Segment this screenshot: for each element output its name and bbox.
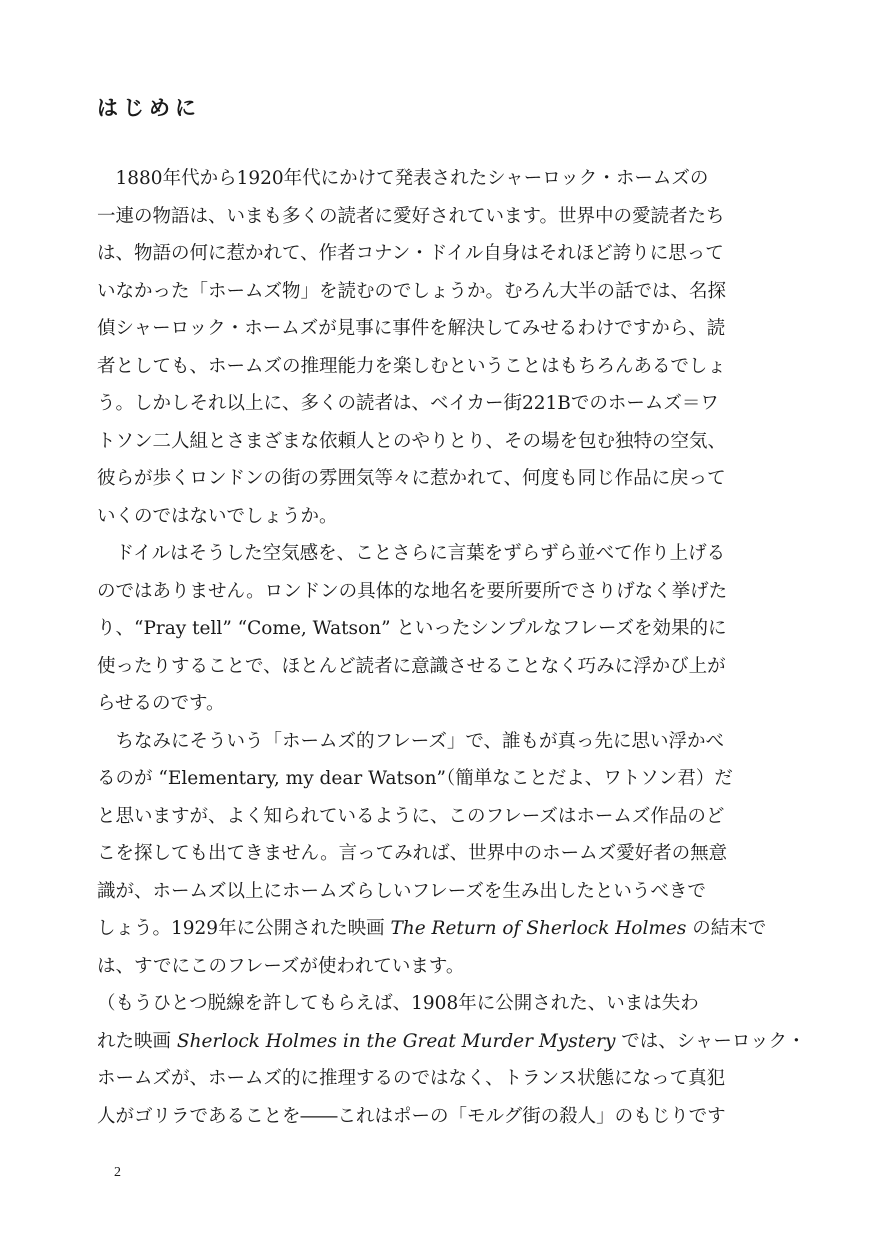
text-line: 識が、ホームズ以上にホームズらしいフレーズを生み出したというべきで (97, 880, 706, 902)
text-line: （もうひとつ脱線を許してもらえば、1908年に公開された、いまは失わ (97, 993, 699, 1014)
text-line: 1880年代から1920年代にかけて発表されたシャーロック・ホームズの (97, 168, 709, 189)
text-line: は、すでにこのフレーズが使われています。 (97, 955, 465, 977)
text-line: う。しかしそれ以上に、多くの読者は、ベイカー街221Bでのホームズ＝ワ (97, 393, 719, 414)
text-line: ちなみにそういう「ホームズ的フレーズ」で、誰もが真っ先に思い浮かべ (97, 730, 724, 752)
text-segment: の結末で (686, 918, 767, 939)
text-line: トソン二人組とさまざまな依頼人とのやりとり、その場を包む独特の空気、 (97, 430, 727, 452)
text-line: と思いますが、よく知られているように、このフレーズはホームズ作品のど (97, 805, 725, 827)
film-title-italic: The Return of Sherlock Holmes (390, 918, 687, 939)
text-line: 使ったりすることで、ほとんど読者に意識させることなく巧みに浮かび上が (97, 655, 726, 677)
film-title-italic: Sherlock Holmes in the Great Murder Mystery (176, 1030, 616, 1052)
text-line: 彼らが歩くロンドンの街の雰囲気等々に惹かれて、何度も同じ作品に戻って (97, 468, 726, 489)
page-number: 2 (114, 1165, 121, 1180)
text-line (97, 910, 767, 948)
text-segment: しょう。1929年に公開された映画 (97, 918, 391, 939)
text-line: のではありません。ロンドンの具体的な地名を要所要所でさりげなく挙げた (97, 580, 728, 602)
text-line: 人がゴリラであることを――これはポーの「モルグ街の殺人」のもじりです (97, 1105, 726, 1127)
text-line (97, 1023, 806, 1061)
text-segment: では、シャーロック・ (615, 1030, 806, 1052)
text-line: は、物語の何に惹かれて、作者コナン・ドイル自身はそれほど誇りに思って (97, 243, 724, 264)
text-line: 者としても、ホームズの推理能力を楽しむということはもちろんあるでしょ (97, 355, 726, 377)
text-line: るのが “Elementary, my dear Watson”（簡単なことだよ、ワトソン君）だ (97, 768, 733, 789)
text-line: らせるのです。 (97, 693, 225, 714)
text-line: ドイルはそうした空気感を、ことさらに言葉をずらずら並べて作り上げる (97, 543, 726, 564)
chapter-heading: はじめに (97, 96, 201, 120)
text-line: ホームズが、ホームズ的に推理するのではなく、トランス状態になって真犯 (97, 1068, 726, 1089)
text-line: こを探しても出てきません。言ってみれば、世界中のホームズ愛好者の無意 (97, 843, 728, 864)
text-line: いなかった「ホームズ物」を読むのでしょうか。むろん大半の話では、名探 (97, 280, 727, 302)
text-line: いくのではないでしょうか。 (97, 505, 338, 527)
body-text (97, 160, 806, 1135)
text-line: り、“Pray tell” “Come, Watson” といったシンプルなフレーズを効果的に (97, 618, 727, 639)
text-segment: れた映画 (97, 1030, 177, 1052)
text-line: 一連の物語は、いまも多くの読者に愛好されています。世界中の愛読者たち (97, 205, 725, 227)
text-line: 偵シャーロック・ホームズが見事に事件を解決してみせるわけですから、読 (97, 318, 726, 339)
